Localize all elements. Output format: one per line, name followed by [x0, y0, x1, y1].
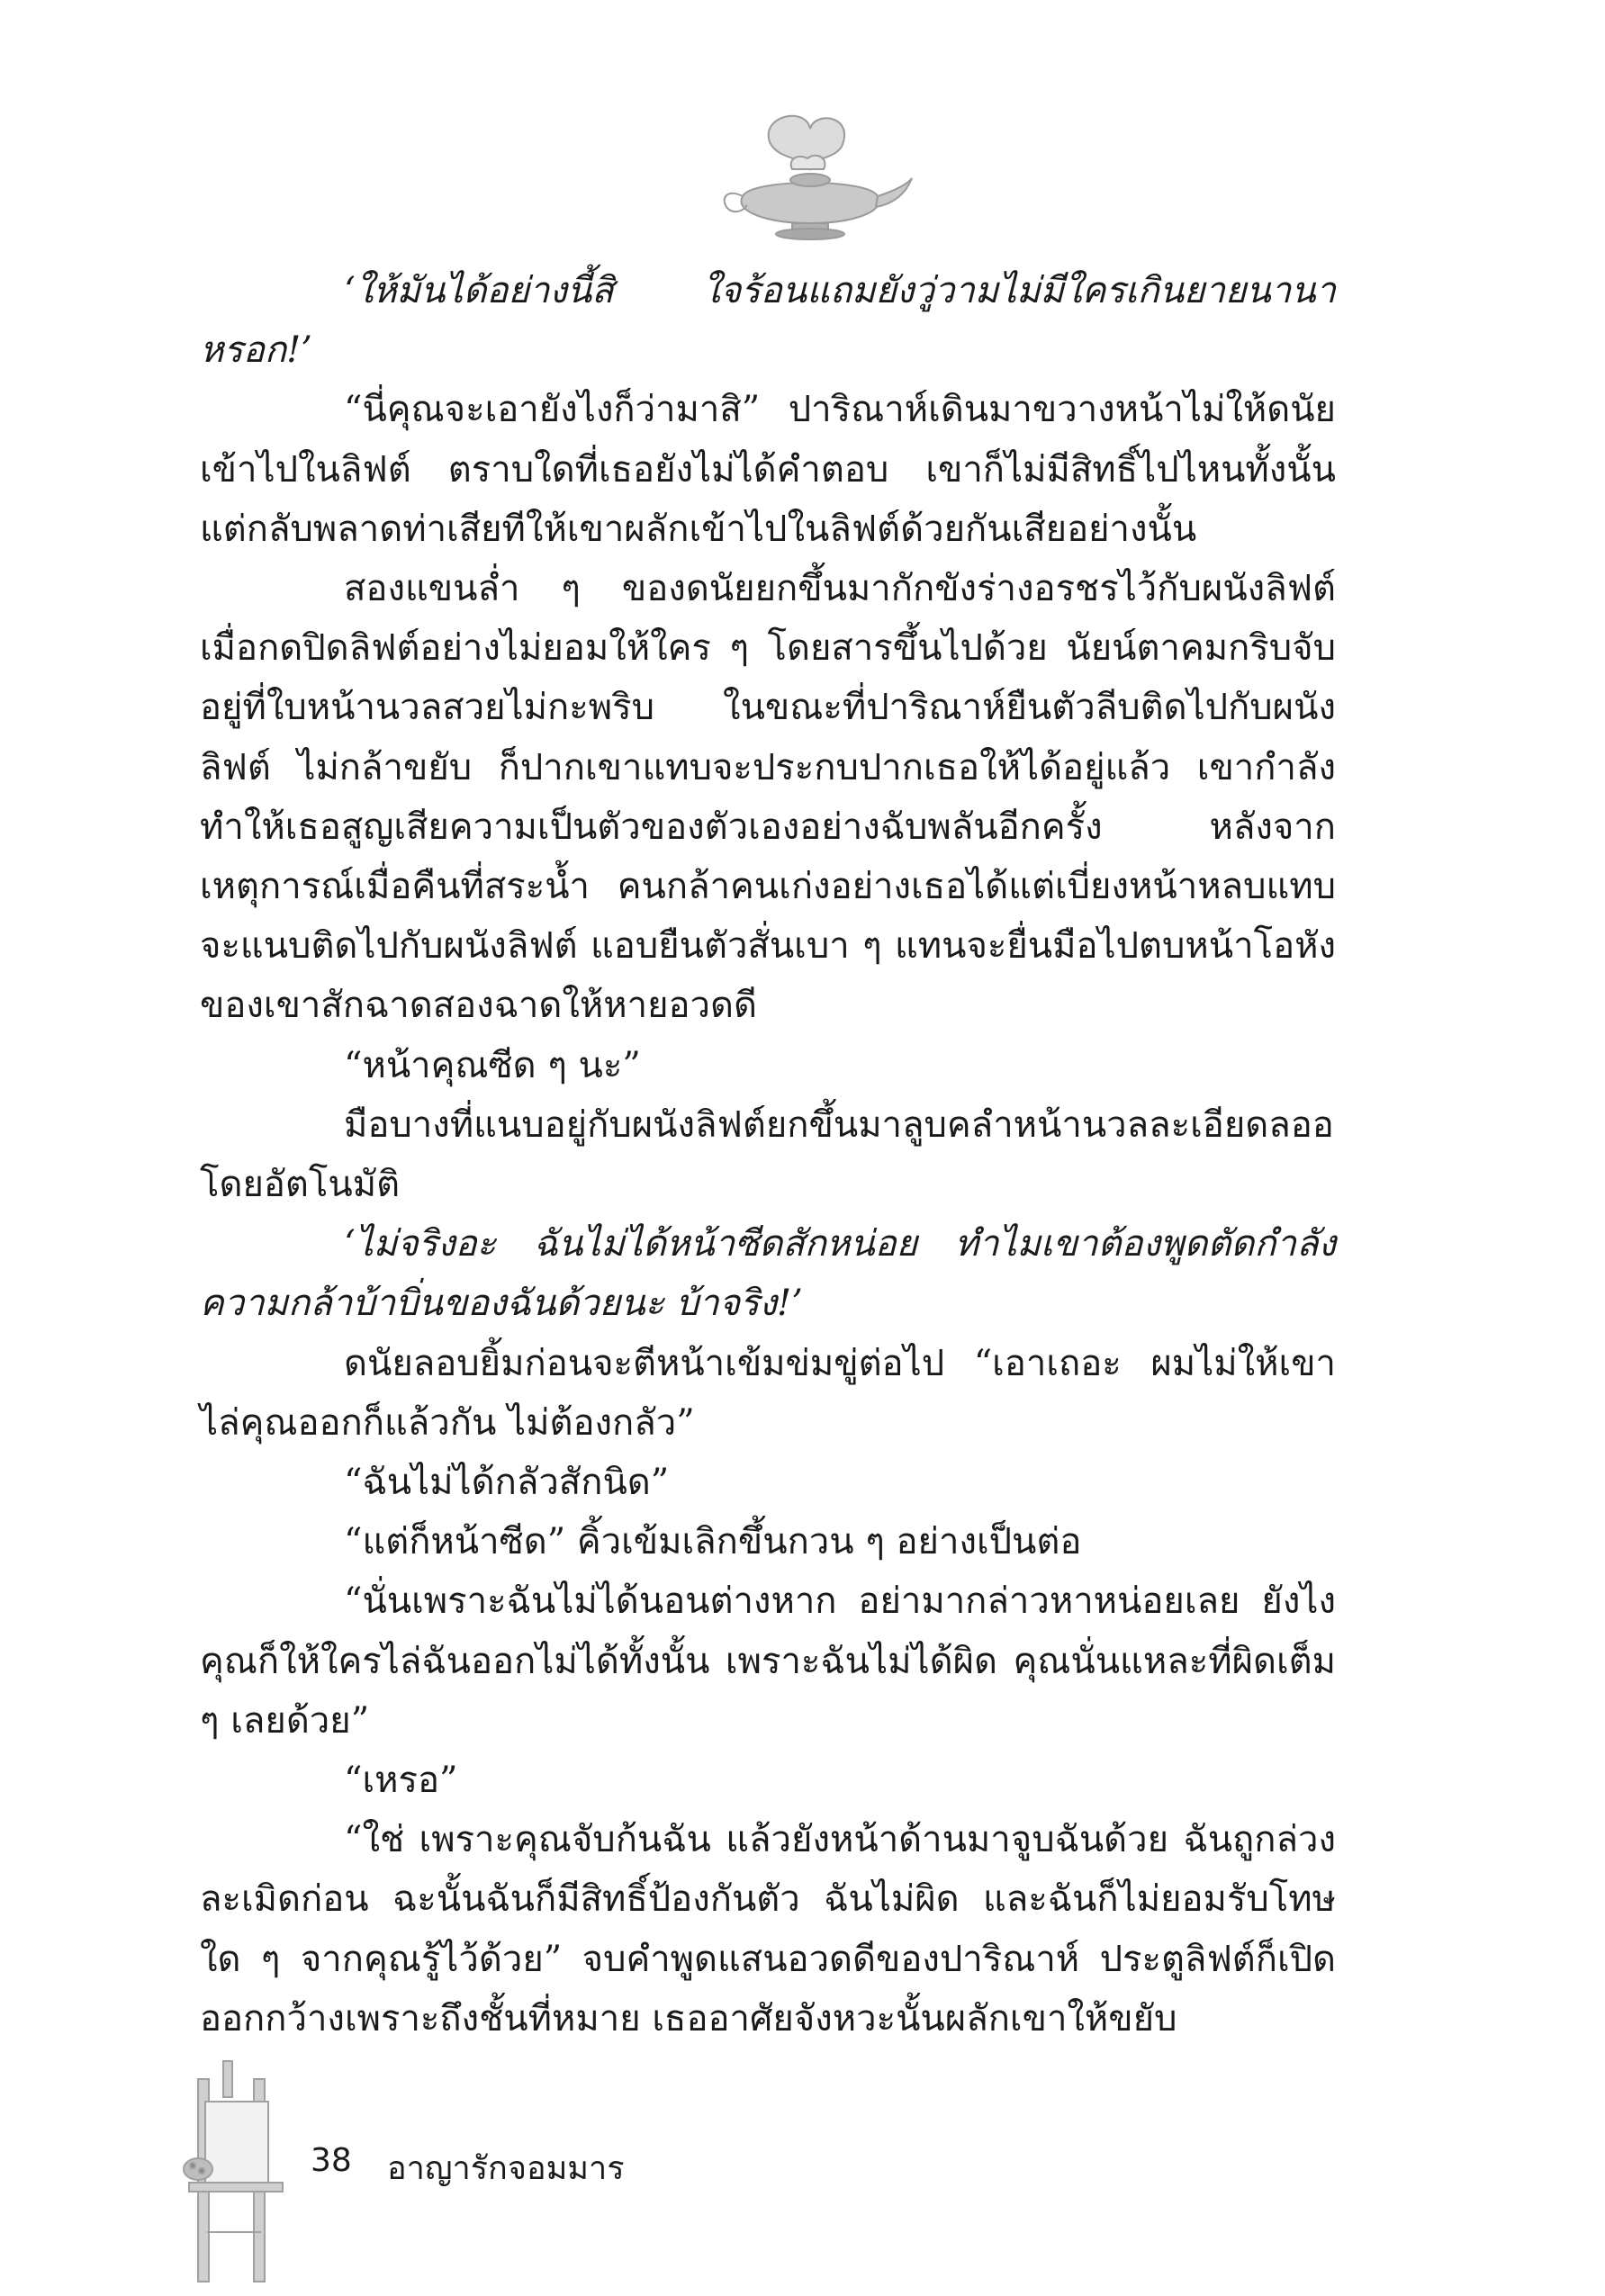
page-number: 38	[311, 2142, 352, 2179]
paragraph-4: “หน้าคุณซีด ๆ นะ”	[344, 1044, 641, 1086]
paragraph-11: “เหรอ”	[344, 1760, 458, 1802]
paragraph-5: มือบางที่แนบอยู่กับผนังลิฟต์ยกขึ้นมาลูบคลำหน้านวลละเอียดลออโดยอัตโนมัติ	[200, 1103, 1334, 1206]
body-text	[200, 261, 1336, 2048]
paragraph-8: “ฉันไม่ได้กลัวสักนิด”	[344, 1462, 670, 1504]
page-footer	[180, 2052, 810, 2286]
paragraph-6: ‘ไม่จริงอะ ฉันไม่ได้หน้าซีดสักหน่อย ทำไมเขาต้องพูดตัดกำลังความกล้าบ้าบิ่นของฉันด้วยนะ บ้าจริง!’	[200, 1223, 1336, 1325]
paragraph-2: “นี่คุณจะเอายังไงก็ว่ามาสิ” ปาริณาห์เดินมาขวางหน้าไม่ให้ดนัยเข้าไปในลิฟต์ ตราบใดที่เธอยังไม่ได้คำตอบ เขาก็ไม่มีสิทธิ์ไปไหนทั้งนั้น แต่กลับพลาดท่าเสียทีให้เขาผลักเข้าไปในลิฟต์ด้วยกันเสียอย่างนั้น	[200, 389, 1336, 550]
easel-icon	[180, 2052, 297, 2286]
paragraph-1: ‘ให้มันได้อย่างนี้สิ ใจร้อนแถมยังวู่วามไม่มีใครเกินยายนานาหรอก!’	[200, 270, 1336, 372]
paragraph-9: “แต่ก็หน้าซีด” คิ้วเข้มเลิกขึ้นกวน ๆ อย่างเป็นต่อ	[344, 1521, 1082, 1563]
paragraph-7: ดนัยลอบยิ้มก่อนจะตีหน้าเข้มข่มขู่ต่อไป “เอาเถอะ ผมไม่ให้เขาไล่คุณออกก็แล้วกัน ไม่ต้องกลัว”	[200, 1342, 1336, 1444]
paragraph-12: “ใช่ เพราะคุณจับก้นฉัน แล้วยังหน้าด้านมาจูบฉันด้วย ฉันถูกล่วงละเมิดก่อน ฉะนั้นฉันก็มีสิทธิ์ป้องกันตัว ฉันไม่ผิด และฉันก็ไม่ยอมรับโทษใด ๆ จากคุณรู้ไว้ด้วย” จบคำพูดแสนอวดดีของปาริณาห์ ประตูลิฟต์ก็เปิดออกกว้างเพราะถึงชั้นที่หมาย เธออาศัยจังหวะนั้นผลักเขาให้ขยับ	[200, 1819, 1336, 2039]
paragraph-3: สองแขนล่ำ ๆ ของดนัยยกขึ้นมากักขังร่างอรชรไว้กับผนังลิฟต์ เมื่อกดปิดลิฟต์อย่างไม่ยอมให้ใคร ๆ โดยสารขึ้นไปด้วย นัยน์ตาคมกริบจับอยู่ที่ใบหน้านวลสวยไม่กะพริบ ในขณะที่ปาริณาห์ยืนตัวลีบติดไปกับผนังลิฟต์ ไม่กล้าขยับ ก็ปากเขาแทบจะประกบปากเธอให้ได้อยู่แล้ว เขากำลังทำให้เธอสูญเสียความเป็นตัวของตัวเองอย่างฉับพลันอีกครั้ง หลังจากเหตุการณ์เมื่อคืนที่สระน้ำ คนกล้าคนเก่งอย่างเธอได้แต่เบี่ยงหน้าหลบแทบจะแนบติดไปกับผนังลิฟต์ แอบยืนตัวสั่นเบา ๆ แทนจะยื่นมือไปตบหน้าโอหังของเขาสักฉาดสองฉาดให้หายอวดดี	[200, 568, 1336, 1027]
book-title: อาญารักจอมมาร	[387, 2150, 625, 2187]
paragraph-10: “นั่นเพราะฉันไม่ได้นอนต่างหาก อย่ามากล่าวหาหน่อยเลย ยังไงคุณก็ให้ใครไล่ฉันออกไม่ได้ทั้งนั้น เพราะฉันไม่ได้ผิด คุณนั่นแหละที่ผิดเต็ม ๆ เลยด้วย”	[200, 1580, 1336, 1742]
genie-lamp-ornament	[707, 106, 914, 241]
